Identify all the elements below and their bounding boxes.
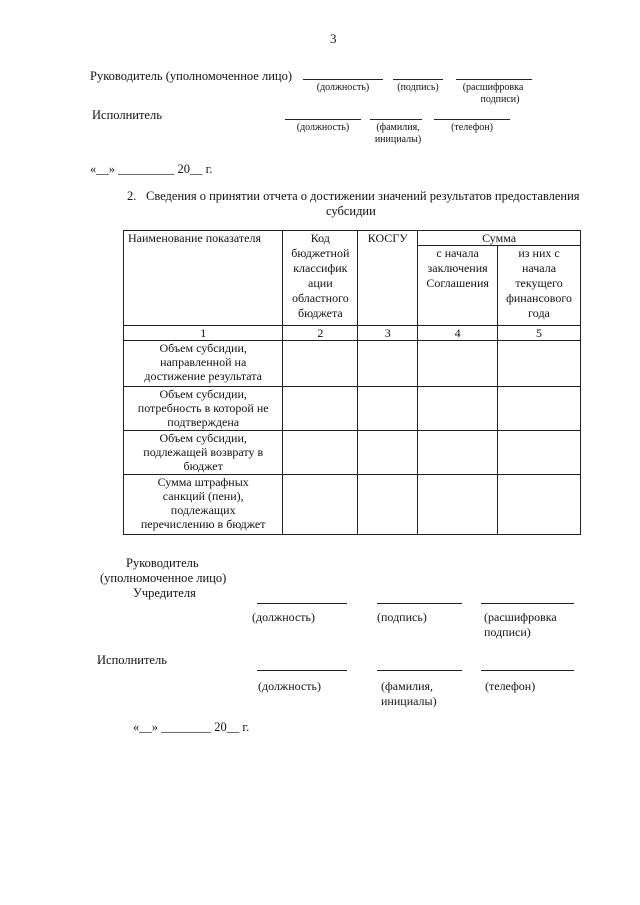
cell-code[interactable] xyxy=(283,387,358,431)
exec-phone-line[interactable] xyxy=(434,119,510,120)
head-decoding-line[interactable] xyxy=(456,79,532,80)
column-number: 5 xyxy=(498,326,581,341)
table-row xyxy=(124,475,581,535)
bottom-exec-caption-name-2: инициалы) xyxy=(381,694,437,708)
column-number: 1 xyxy=(124,326,283,341)
executor-label: Исполнитель xyxy=(92,108,162,122)
cell-sum-current-year[interactable] xyxy=(498,341,581,387)
head-caption-position: (должность) xyxy=(316,82,370,93)
bottom-exec-caption-position: (должность) xyxy=(258,679,321,693)
founder-position-line[interactable] xyxy=(257,603,347,604)
section-number: 2. xyxy=(127,189,137,203)
head-label: Руководитель (уполномоченное лицо) xyxy=(90,69,293,83)
indicator-name: Сумма штрафных санкций (пени), подлежащих перечислению в бюджет xyxy=(124,475,283,535)
cell-kosgu[interactable] xyxy=(358,431,418,475)
section-title-line2: субсидии xyxy=(326,204,376,218)
top-date: «__» _________ 20__ г. xyxy=(90,162,213,176)
cell-sum-from-start[interactable] xyxy=(418,387,498,431)
header-code: Код бюджетной классифик ации областного бюджета xyxy=(283,231,358,326)
bottom-executor-label: Исполнитель xyxy=(97,653,167,667)
section-title-line1: Сведения о принятии отчета о достижении значений результатов предоставления xyxy=(146,189,580,203)
founder-decoding-line[interactable] xyxy=(481,603,574,604)
cell-sum-from-start[interactable] xyxy=(418,431,498,475)
cell-code[interactable] xyxy=(283,431,358,475)
cell-sum-current-year[interactable] xyxy=(498,431,581,475)
bottom-exec-phone-line[interactable] xyxy=(481,670,574,671)
header-sum: Сумма xyxy=(418,231,581,246)
column-numbers-row xyxy=(124,326,581,341)
bottom-exec-position-line[interactable] xyxy=(257,670,347,671)
cell-code[interactable] xyxy=(283,475,358,535)
cell-sum-from-start[interactable] xyxy=(418,475,498,535)
exec-name-line[interactable] xyxy=(370,119,422,120)
founder-caption-decoding-1: (расшифровка xyxy=(484,610,557,624)
head-caption-decoding-2: подписи) xyxy=(480,94,520,105)
founder-signature-line[interactable] xyxy=(377,603,462,604)
page-number: 3 xyxy=(330,31,337,46)
exec-position-line[interactable] xyxy=(285,119,361,120)
cell-kosgu[interactable] xyxy=(358,387,418,431)
report-table xyxy=(123,230,581,535)
header-kosgu: КОСГУ xyxy=(358,231,418,326)
founder-caption-decoding-2: подписи) xyxy=(484,625,531,639)
column-number: 4 xyxy=(418,326,498,341)
founder-head-label-2: (уполномоченное лицо) xyxy=(100,571,227,585)
cell-code[interactable] xyxy=(283,341,358,387)
cell-sum-current-year[interactable] xyxy=(498,387,581,431)
bottom-exec-caption-phone: (телефон) xyxy=(485,679,536,693)
indicator-name: Объем субсидии, подлежащей возврату в бюджет xyxy=(124,431,283,475)
table-row xyxy=(124,387,581,431)
head-position-line[interactable] xyxy=(303,79,383,80)
exec-caption-position: (должность) xyxy=(296,122,350,133)
table-row xyxy=(124,341,581,387)
column-number: 3 xyxy=(358,326,418,341)
header-sum-current-year: из них с начала текущего финансового года xyxy=(498,246,581,326)
founder-caption-position: (должность) xyxy=(252,610,315,624)
column-number: 2 xyxy=(283,326,358,341)
head-signature-line[interactable] xyxy=(393,79,443,80)
cell-sum-from-start[interactable] xyxy=(418,341,498,387)
header-name: Наименование показателя xyxy=(124,231,283,326)
founder-caption-signature: (подпись) xyxy=(377,610,427,624)
founder-head-label-3: Учредителя xyxy=(133,586,196,600)
table-row xyxy=(124,431,581,475)
bottom-exec-name-line[interactable] xyxy=(377,670,462,671)
exec-caption-name-1: (фамилия, xyxy=(376,122,420,133)
founder-head-label-1: Руководитель xyxy=(126,556,199,570)
exec-caption-phone: (телефон) xyxy=(451,122,493,133)
header-sum-from-start: с начала заключения Соглашения xyxy=(418,246,498,326)
bottom-exec-caption-name-1: (фамилия, xyxy=(381,679,434,693)
exec-caption-name-2: инициалы) xyxy=(374,134,422,145)
head-caption-signature: (подпись) xyxy=(397,82,439,93)
head-caption-decoding-1: (расшифровка xyxy=(462,82,524,93)
cell-kosgu[interactable] xyxy=(358,341,418,387)
indicator-name: Объем субсидии, потребность в которой не подтверждена xyxy=(124,387,283,431)
indicator-name: Объем субсидии, направленной на достижение результата xyxy=(124,341,283,387)
cell-kosgu[interactable] xyxy=(358,475,418,535)
cell-sum-current-year[interactable] xyxy=(498,475,581,535)
bottom-date: «__» ________ 20__ г. xyxy=(133,720,250,734)
